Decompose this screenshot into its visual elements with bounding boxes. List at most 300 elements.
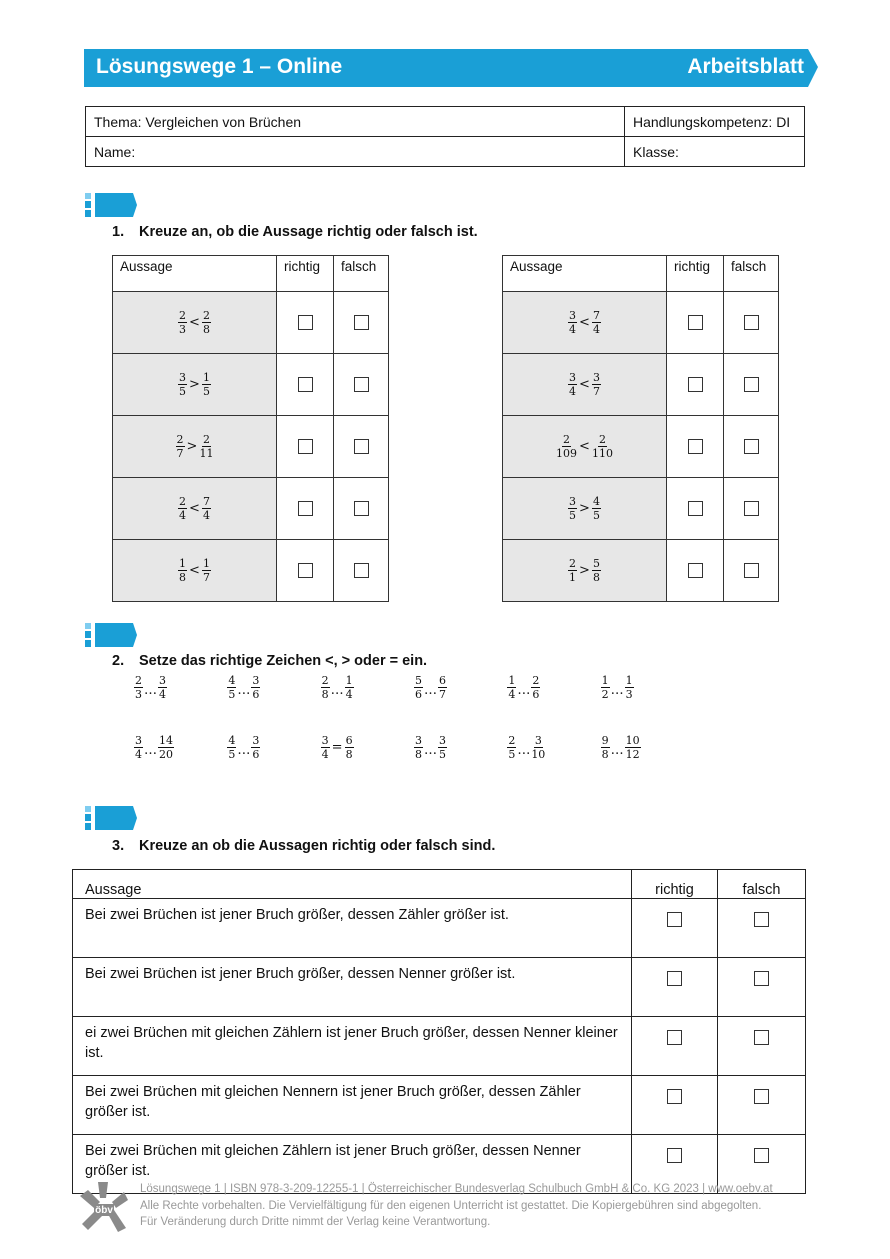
statement-row <box>73 1017 806 1076</box>
comparison-operator[interactable]: … <box>610 683 624 698</box>
statement-row <box>113 416 389 478</box>
checkbox-false[interactable] <box>354 439 369 454</box>
fraction-comparison <box>134 734 174 761</box>
numerator: 3 <box>321 734 329 747</box>
fraction-comparison <box>568 557 601 584</box>
task3-title: Kreuze an ob die Aussagen richtig oder falsch sind. <box>139 838 496 854</box>
numerator: 2 <box>202 309 210 322</box>
denominator: 4 <box>179 509 187 522</box>
checkbox-true[interactable] <box>688 501 703 516</box>
numerator: 14 <box>159 734 173 747</box>
numerator: 3 <box>438 734 446 747</box>
fraction <box>178 309 187 336</box>
fraction <box>601 734 610 761</box>
denominator: 6 <box>414 688 422 701</box>
comparison-operator: < <box>579 439 590 454</box>
denominator: 8 <box>202 323 210 336</box>
numerator: 5 <box>414 674 422 687</box>
checkbox-false[interactable] <box>744 439 759 454</box>
exercise-item <box>321 674 414 734</box>
col-statement-header: Aussage <box>73 870 632 899</box>
fraction-comparison <box>178 309 211 336</box>
fraction <box>531 674 540 701</box>
header-banner <box>84 47 818 89</box>
fraction-comparison <box>507 674 540 701</box>
statement-row <box>113 540 389 602</box>
fraction <box>507 734 516 761</box>
numerator: 6 <box>345 734 353 747</box>
task1-number: 1. <box>112 224 125 240</box>
numerator: 1 <box>179 557 187 570</box>
comparison-operator[interactable]: … <box>237 743 251 758</box>
comparison-operator[interactable]: … <box>423 683 437 698</box>
fraction <box>202 495 211 522</box>
checkbox-cell-false <box>724 478 779 540</box>
numerator: 1 <box>345 674 353 687</box>
exercise-item <box>507 734 600 794</box>
fraction <box>178 557 187 584</box>
exercise-row <box>134 734 694 794</box>
fraction <box>625 674 634 701</box>
statement-row <box>503 416 779 478</box>
fraction-comparison <box>414 674 447 701</box>
checkbox-false[interactable] <box>744 377 759 392</box>
checkbox-cell-false <box>334 292 389 354</box>
col-false-header: falsch <box>724 256 779 292</box>
fraction <box>592 371 601 398</box>
fraction <box>251 734 260 761</box>
fraction <box>568 495 577 522</box>
checkbox-false[interactable] <box>754 912 769 927</box>
fraction <box>592 557 601 584</box>
checkbox-cell-true <box>277 540 334 602</box>
statement-row <box>73 958 806 1017</box>
statement-row <box>503 478 779 540</box>
denominator: 20 <box>159 748 173 761</box>
numerator: 2 <box>598 433 606 446</box>
task3-number: 3. <box>112 838 125 854</box>
fraction <box>438 734 447 761</box>
task2-title: Setze das richtige Zeichen <, > oder = ein. <box>139 653 428 669</box>
numerator: 3 <box>592 371 600 384</box>
col-statement-header: Aussage <box>113 256 277 292</box>
section-marker-icon <box>85 806 137 830</box>
task3-heading <box>112 838 495 854</box>
exercise-item <box>507 674 600 734</box>
denominator: 5 <box>592 509 600 522</box>
denominator: 4 <box>569 323 577 336</box>
numerator: 3 <box>569 371 577 384</box>
fraction-comparison <box>321 734 354 761</box>
fraction-comparison <box>601 674 634 701</box>
denominator: 5 <box>508 748 516 761</box>
denominator: 7 <box>438 688 446 701</box>
checkbox-true[interactable] <box>667 912 682 927</box>
fraction <box>227 674 236 701</box>
fraction-comparison <box>227 734 260 761</box>
exercise-item <box>321 734 414 794</box>
comparison-operator[interactable]: … <box>330 683 344 698</box>
section-marker-icon <box>85 193 137 217</box>
numerator: 4 <box>228 674 236 687</box>
checkbox-true[interactable] <box>667 971 682 986</box>
numerator: 6 <box>438 674 446 687</box>
statement-text: ei zwei Brüchen mit gleichen Zählern ist jener Bruch größer, dessen Nenner kleiner ist. <box>73 1017 632 1076</box>
checkbox-true[interactable] <box>688 377 703 392</box>
denominator: 5 <box>228 748 236 761</box>
statement-cell <box>503 292 667 354</box>
comparison-operator: > <box>186 439 198 454</box>
checkbox-false[interactable] <box>354 377 369 392</box>
comparison-operator: > <box>579 563 590 578</box>
denominator: 8 <box>179 571 187 584</box>
numerator: 2 <box>202 433 210 446</box>
statement-text: Bei zwei Brüchen mit gleichen Nennern ist jener Bruch größer, dessen Zähler größer ist. <box>73 1076 632 1135</box>
numerator: 3 <box>569 495 577 508</box>
fraction <box>601 674 610 701</box>
denominator: 7 <box>592 385 600 398</box>
statement-cell <box>113 292 277 354</box>
col-false-header: falsch <box>334 256 389 292</box>
denominator: 12 <box>625 748 640 761</box>
denominator: 10 <box>531 748 546 761</box>
denominator: 4 <box>592 323 600 336</box>
topic-cell: Thema: Vergleichen von Brüchen <box>86 107 625 137</box>
checkbox-false[interactable] <box>754 1148 769 1163</box>
fraction <box>625 734 641 761</box>
denominator: 5 <box>202 385 210 398</box>
checkbox-cell-true <box>667 292 724 354</box>
comparison-operator: > <box>579 501 590 516</box>
checkbox-cell-false <box>718 1076 806 1135</box>
denominator: 8 <box>321 688 329 701</box>
fraction <box>134 734 143 761</box>
checkbox-cell-false <box>724 416 779 478</box>
numerator: 5 <box>592 557 600 570</box>
fraction-comparison <box>178 371 211 398</box>
numerator: 4 <box>228 734 236 747</box>
numerator: 1 <box>625 674 633 687</box>
checkbox-true[interactable] <box>298 563 313 578</box>
fraction <box>134 674 143 701</box>
numerator: 2 <box>176 433 184 446</box>
statement-text: Bei zwei Brüchen mit gleichen Zählern ist jener Bruch größer, dessen Nenner größer ist. <box>73 1135 632 1194</box>
col-true-header: richtig <box>277 256 334 292</box>
denominator: 6 <box>252 688 260 701</box>
statement-cell <box>113 478 277 540</box>
comparison-operator[interactable]: … <box>517 743 531 758</box>
exercise-item <box>414 674 507 734</box>
numerator: 9 <box>601 734 609 747</box>
numerator: 3 <box>569 309 577 322</box>
checkbox-true[interactable] <box>667 1148 682 1163</box>
section-marker-icon <box>85 623 137 647</box>
comparison-operator[interactable]: … <box>144 683 157 698</box>
checkbox-cell-false <box>724 354 779 416</box>
comparison-operator: = <box>331 740 343 755</box>
denominator: 5 <box>228 688 236 701</box>
numerator: 1 <box>508 674 516 687</box>
checkbox-cell-false <box>718 899 806 958</box>
task1-title: Kreuze an, ob die Aussage richtig oder falsch ist. <box>139 224 478 240</box>
denominator: 6 <box>532 688 540 701</box>
col-true-header: richtig <box>667 256 724 292</box>
name-field[interactable]: Name: <box>86 137 625 167</box>
fraction <box>568 371 577 398</box>
statement-row <box>73 1076 806 1135</box>
task1-heading <box>112 224 478 240</box>
statement-cell <box>113 416 277 478</box>
checkbox-cell-false <box>724 540 779 602</box>
statement-cell <box>503 478 667 540</box>
statement-row <box>113 354 389 416</box>
exercise-item <box>134 674 227 734</box>
svg-text:öbv: öbv <box>95 1205 113 1216</box>
fraction <box>251 674 260 701</box>
denominator: 3 <box>625 688 633 701</box>
fraction <box>202 371 211 398</box>
comparison-operator[interactable]: … <box>423 743 437 758</box>
fraction <box>592 495 601 522</box>
numerator: 3 <box>252 734 260 747</box>
denominator: 1 <box>569 571 577 584</box>
checkbox-false[interactable] <box>744 563 759 578</box>
info-table <box>85 106 805 167</box>
checkbox-cell-false <box>718 1017 806 1076</box>
denominator: 5 <box>179 385 187 398</box>
checkbox-cell-true <box>632 958 718 1017</box>
numerator: 3 <box>414 734 422 747</box>
fraction <box>202 309 211 336</box>
checkbox-cell-false <box>718 958 806 1017</box>
denominator: 5 <box>569 509 577 522</box>
class-field[interactable]: Klasse: <box>625 137 805 167</box>
denominator: 8 <box>345 748 353 761</box>
fraction <box>176 433 185 460</box>
numerator: 1 <box>202 557 210 570</box>
footer-line-3: Für Veränderung durch Dritte nimmt der Verlag keine Verantwortung. <box>140 1216 491 1228</box>
col-false-header: falsch <box>718 870 806 899</box>
fraction <box>592 309 601 336</box>
checkbox-false[interactable] <box>354 501 369 516</box>
comparison-operator: > <box>189 377 200 392</box>
exercise-item <box>414 734 507 794</box>
numerator: 1 <box>601 674 609 687</box>
checkbox-cell-true <box>277 478 334 540</box>
fraction <box>507 674 516 701</box>
footer <box>140 1181 773 1231</box>
numerator: 2 <box>532 674 540 687</box>
numerator: 1 <box>202 371 210 384</box>
fraction <box>568 309 577 336</box>
checkbox-true[interactable] <box>688 563 703 578</box>
checkbox-cell-true <box>632 899 718 958</box>
checkbox-cell-true <box>632 1017 718 1076</box>
checkbox-cell-true <box>667 416 724 478</box>
numerator: 2 <box>135 674 142 687</box>
denominator: 4 <box>202 509 210 522</box>
statement-cell <box>113 354 277 416</box>
checkbox-cell-true <box>277 354 334 416</box>
fraction <box>321 674 330 701</box>
fraction-comparison <box>134 674 167 701</box>
numerator: 3 <box>159 674 166 687</box>
fraction <box>345 674 354 701</box>
fraction <box>568 557 577 584</box>
footer-line-1: Lösungswege 1 | ISBN 978-3-209-12255-1 | Österreichischer Bundesverlag Schulbuch GmbH & Co. KG 2023 | www.oebv.at <box>140 1183 773 1195</box>
comparison-operator: < <box>189 563 200 578</box>
fraction-comparison <box>556 433 613 460</box>
denominator: 4 <box>569 385 577 398</box>
fraction <box>202 557 211 584</box>
numerator: 7 <box>592 309 600 322</box>
statement-row <box>73 899 806 958</box>
header-title: Lösungswege 1 – Online <box>96 55 343 78</box>
numerator: 7 <box>202 495 210 508</box>
fraction <box>158 674 167 701</box>
numerator: 2 <box>508 734 516 747</box>
statement-row <box>113 478 389 540</box>
denominator: 4 <box>159 688 166 701</box>
comparison-operator: < <box>579 315 590 330</box>
numerator: 3 <box>252 674 260 687</box>
checkbox-false[interactable] <box>754 1030 769 1045</box>
checkbox-cell-true <box>667 540 724 602</box>
numerator: 2 <box>179 495 187 508</box>
checkbox-false[interactable] <box>754 1089 769 1104</box>
numerator: 4 <box>592 495 600 508</box>
statement-cell <box>113 540 277 602</box>
fraction-comparison <box>227 674 260 701</box>
task1-right-table <box>502 255 779 602</box>
fraction <box>592 433 613 460</box>
checkbox-true[interactable] <box>667 1030 682 1045</box>
footer-line-2: Alle Rechte vorbehalten. Die Vervielfältigung für den eigenen Unterricht ist gestattet. Die Kopiergebühren sind abgegolten. <box>140 1199 762 1212</box>
statement-row <box>113 292 389 354</box>
denominator: 8 <box>601 748 609 761</box>
checkbox-cell-true <box>667 478 724 540</box>
denominator: 7 <box>176 447 184 460</box>
checkbox-true[interactable] <box>688 315 703 330</box>
fraction <box>199 433 213 460</box>
comparison-operator: < <box>189 501 200 516</box>
fraction <box>321 734 330 761</box>
checkbox-true[interactable] <box>688 439 703 454</box>
checkbox-cell-true <box>632 1076 718 1135</box>
denominator: 11 <box>199 447 214 460</box>
competence-cell: Handlungskompetenz: DI <box>625 107 805 137</box>
task2-number: 2. <box>112 653 125 669</box>
task2-exercise-grid <box>134 674 694 794</box>
denominator: 7 <box>202 571 210 584</box>
numerator: 3 <box>179 371 187 384</box>
checkbox-false[interactable] <box>744 315 759 330</box>
denominator: 4 <box>135 748 142 761</box>
denominator: 3 <box>179 323 187 336</box>
comparison-operator[interactable]: … <box>144 743 157 758</box>
numerator: 2 <box>563 433 571 446</box>
exercise-item <box>601 674 694 734</box>
checkbox-true[interactable] <box>298 315 313 330</box>
fraction-comparison <box>176 433 214 460</box>
header-doc-type: Arbeitsblatt <box>687 55 804 78</box>
denominator: 110 <box>591 447 613 460</box>
fraction <box>345 734 354 761</box>
fraction <box>178 371 187 398</box>
statement-row <box>503 292 779 354</box>
exercise-item <box>227 674 320 734</box>
fraction <box>438 674 447 701</box>
numerator: 3 <box>135 734 142 747</box>
numerator: 10 <box>625 734 640 747</box>
fraction <box>158 734 174 761</box>
checkbox-true[interactable] <box>298 501 313 516</box>
fraction <box>556 433 577 460</box>
comparison-operator[interactable]: … <box>610 743 624 758</box>
fraction <box>178 495 187 522</box>
checkbox-true[interactable] <box>667 1089 682 1104</box>
numerator: 2 <box>321 674 329 687</box>
checkbox-cell-true <box>277 292 334 354</box>
checkbox-false[interactable] <box>354 563 369 578</box>
checkbox-cell-false <box>334 416 389 478</box>
denominator: 2 <box>601 688 609 701</box>
task2-heading <box>112 653 427 669</box>
comparison-operator: < <box>579 377 590 392</box>
fraction <box>227 734 236 761</box>
fraction-comparison <box>568 309 601 336</box>
fraction-comparison <box>414 734 447 761</box>
statement-cell <box>503 416 667 478</box>
statement-text: Bei zwei Brüchen ist jener Bruch größer, dessen Nenner größer ist. <box>73 958 632 1017</box>
comparison-operator[interactable]: … <box>517 683 531 698</box>
numerator: 3 <box>534 734 542 747</box>
fraction-comparison <box>178 495 211 522</box>
statement-cell <box>503 354 667 416</box>
checkbox-cell-true <box>277 416 334 478</box>
checkbox-false[interactable] <box>754 971 769 986</box>
comparison-operator[interactable]: … <box>237 683 251 698</box>
col-statement-header: Aussage <box>503 256 667 292</box>
checkbox-false[interactable] <box>354 315 369 330</box>
fraction-comparison <box>568 495 601 522</box>
numerator: 2 <box>179 309 187 322</box>
denominator: 3 <box>135 688 142 701</box>
fraction-comparison <box>178 557 211 584</box>
col-true-header: richtig <box>632 870 718 899</box>
denominator: 4 <box>345 688 353 701</box>
statement-cell <box>503 540 667 602</box>
exercise-item <box>601 734 694 794</box>
denominator: 6 <box>252 748 260 761</box>
denominator: 4 <box>508 688 516 701</box>
checkbox-cell-true <box>667 354 724 416</box>
fraction-comparison <box>321 674 354 701</box>
fraction <box>414 674 423 701</box>
fraction-comparison <box>601 734 641 761</box>
denominator: 8 <box>414 748 422 761</box>
checkbox-false[interactable] <box>744 501 759 516</box>
checkbox-cell-false <box>334 478 389 540</box>
exercise-item <box>134 734 227 794</box>
checkbox-true[interactable] <box>298 439 313 454</box>
task3-table <box>72 869 806 1194</box>
denominator: 4 <box>321 748 329 761</box>
statement-text: Bei zwei Brüchen ist jener Bruch größer, dessen Zähler größer ist. <box>73 899 632 958</box>
fraction-comparison <box>568 371 601 398</box>
checkbox-true[interactable] <box>298 377 313 392</box>
fraction <box>531 734 545 761</box>
